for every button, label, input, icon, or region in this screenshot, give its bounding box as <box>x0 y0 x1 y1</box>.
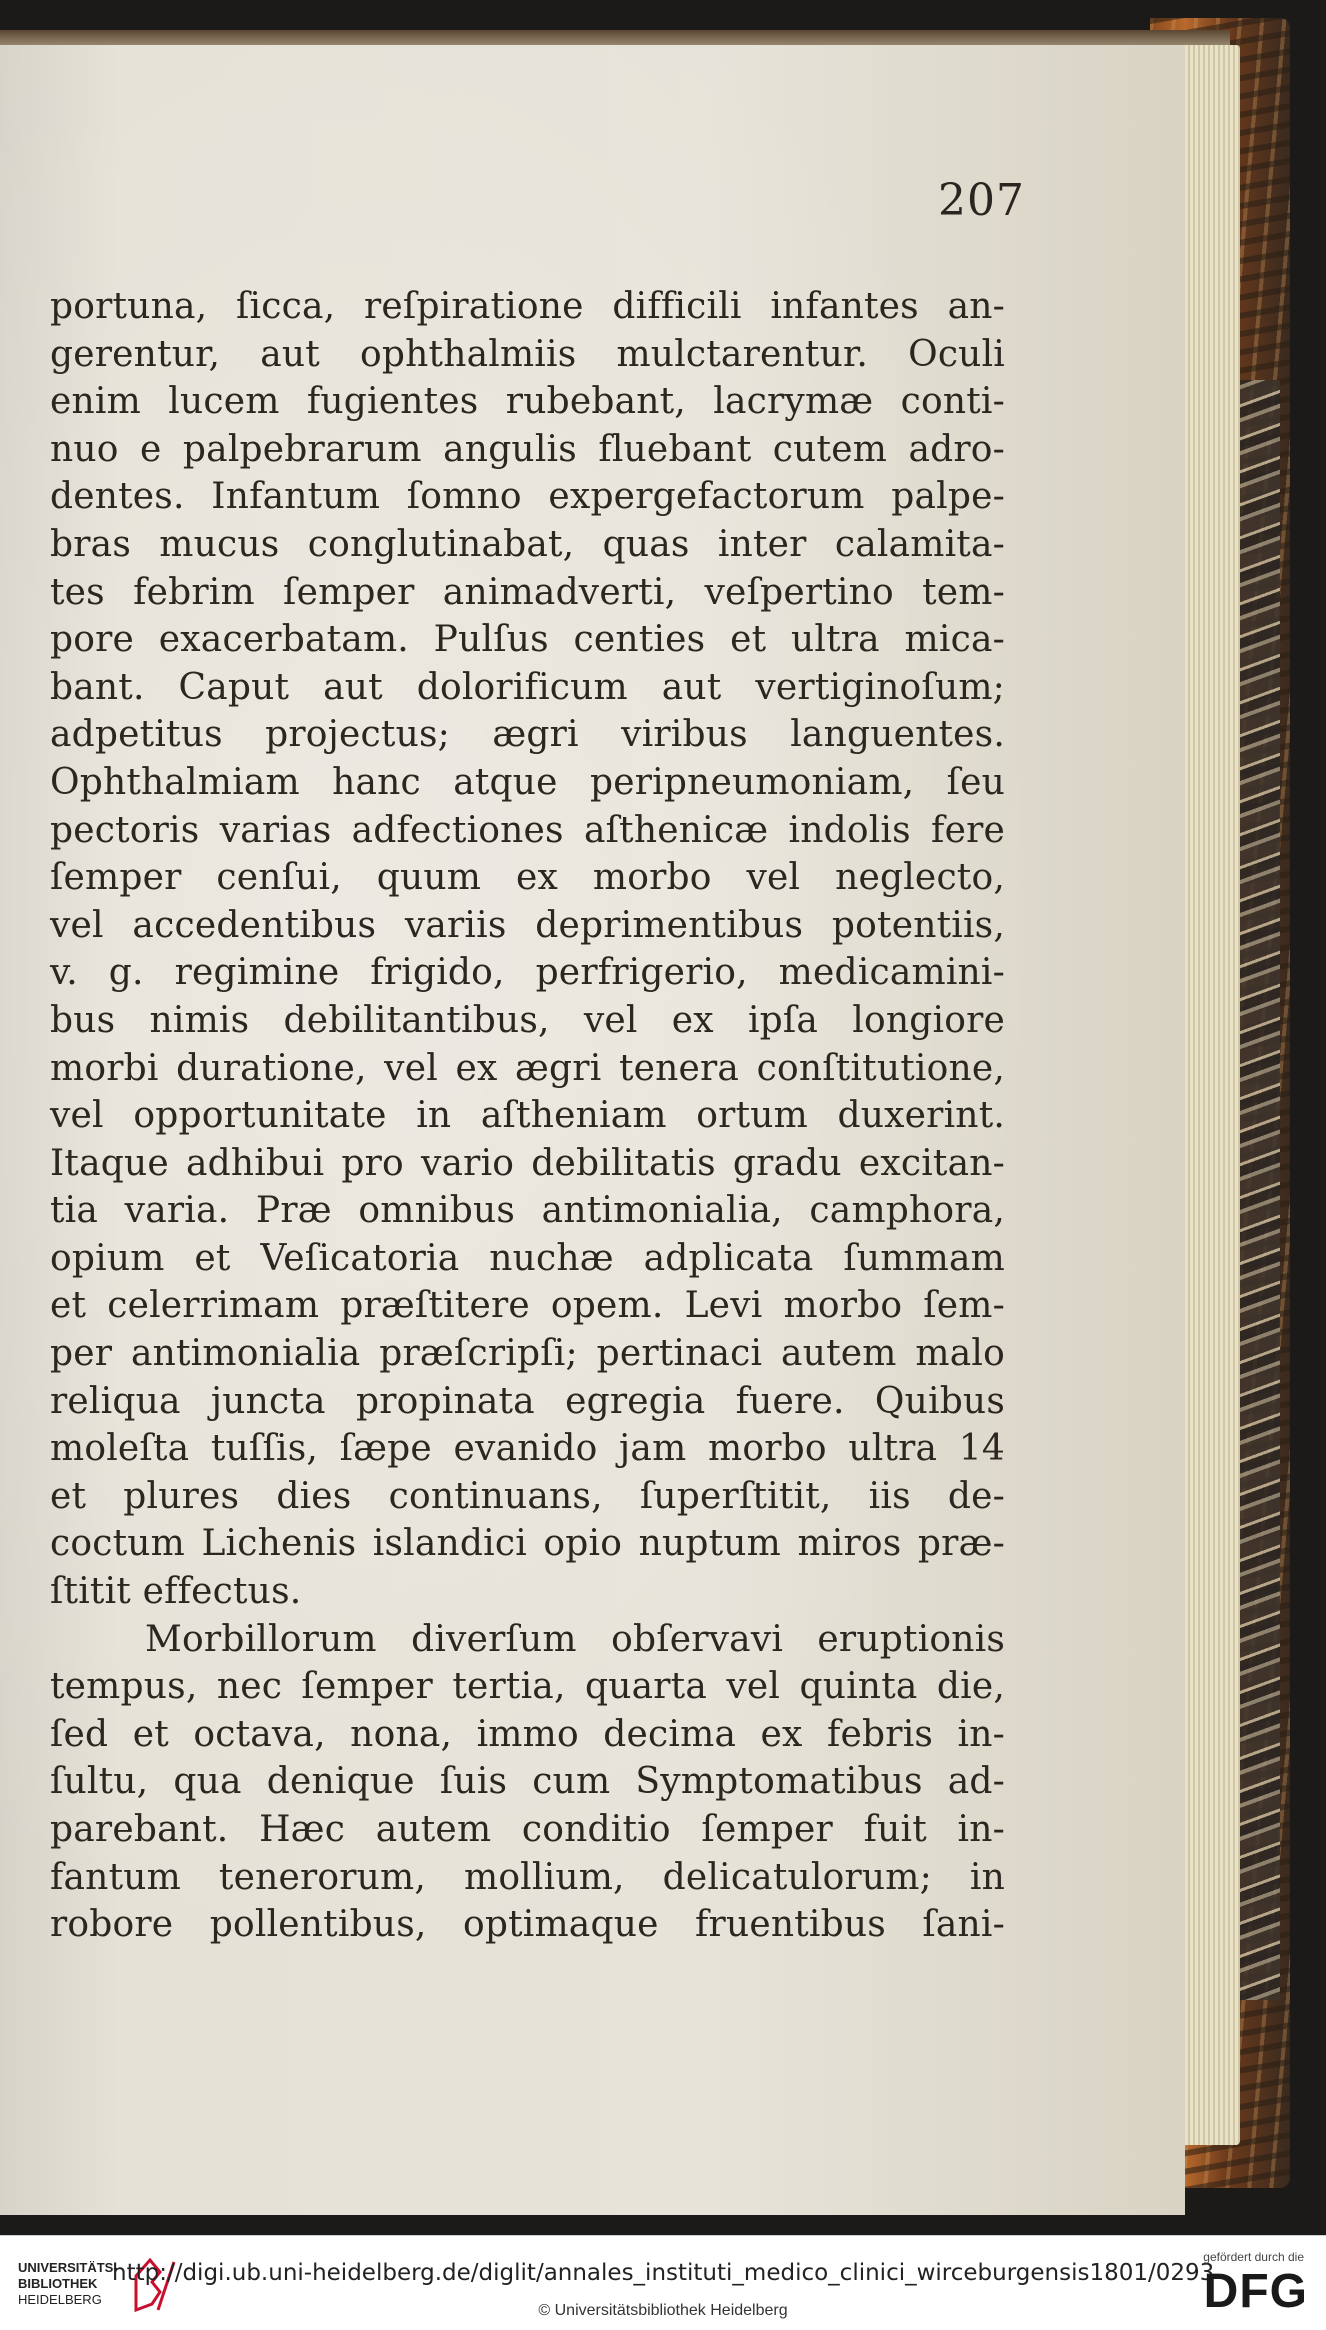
text-line: pectoris varias adfectiones aſthenicæ indolis fere <box>50 809 1005 851</box>
page-text <box>50 283 1005 1949</box>
text-line: dentes. Infantum ſomno expergefactorum palpe- <box>50 476 1005 518</box>
text-line: coctum Lichenis islandici opio nuptum miros præ- <box>50 1523 1005 1565</box>
text-line: Morbillorum diverſum obſervavi eruptionis <box>145 1618 1005 1660</box>
funding-note: gefördert durch die <box>1203 2250 1304 2264</box>
text-line: robore pollentibus, optimaque fruentibus ſani- <box>50 1904 1005 1946</box>
text-line: gerentur, aut ophthalmiis mulctarentur. Oculi <box>50 333 1005 375</box>
text-line: vel accedentibus variis deprimentibus potentiis, <box>50 904 1005 946</box>
viewer-footer <box>0 2235 1326 2330</box>
text-line: ſed et octava, nona, immo decima ex febris in- <box>50 1713 1005 1755</box>
text-line: opium et Veſicatoria nuchæ adplicata ſummam <box>50 1237 1005 1279</box>
book-page <box>0 45 1185 2215</box>
permalink-url[interactable]: http://digi.ub.uni-heidelberg.de/diglit/annales_instituti_medico_clinici_wirceburgensis1801/0293 <box>112 2260 1215 2286</box>
text-line: ſemper cenſui, quum ex morbo vel neglecto, <box>50 857 1005 899</box>
text-line: tes febrim ſemper animadverti, veſpertino tem- <box>50 571 1005 613</box>
text-line: parebant. Hæc autem conditio ſemper fuit in- <box>50 1809 1005 1850</box>
text-line: moleſta tuſſis, ſæpe evanido jam morbo ultra 14 <box>50 1428 1005 1470</box>
dfg-logo: DFG <box>1203 2265 1308 2318</box>
text-line: Ophthalmiam hanc atque peripneumoniam, ſeu <box>50 761 1005 803</box>
institution-name-line1: UNIVERSITÄTS- <box>18 2260 118 2275</box>
text-line: ſtitit effectus. <box>50 1571 302 1613</box>
text-line: tia varia. Præ omnibus antimonialia, camphora, <box>50 1190 1005 1232</box>
text-line: tempus, nec ſemper tertia, quarta vel quinta die, <box>50 1666 1005 1708</box>
text-line: Itaque adhibui pro vario debilitatis gradu excitan- <box>50 1142 1005 1184</box>
text-line: enim lucem fugientes rubebant, lacrymæ conti- <box>50 381 1005 423</box>
text-line: vel opportunitate in aſtheniam ortum duxerint. <box>50 1095 1005 1137</box>
text-line: nuo e palpebrarum angulis fluebant cutem adro- <box>50 428 1005 470</box>
text-line: bus nimis debilitantibus, vel ex ipſa longiore <box>50 999 1005 1041</box>
page-number: 207 <box>938 175 1025 226</box>
text-line: pore exacerbatam. Pulſus centies et ultra mica- <box>50 619 1005 661</box>
text-line: adpetitus projectus; ægri viribus languentes. <box>50 714 1005 756</box>
text-line: et celerrimam præſtitere opem. Levi morbo ſem- <box>50 1285 1005 1327</box>
text-line: bant. Caput aut dolorificum aut vertiginoſum; <box>50 666 1005 708</box>
text-line: bras mucus conglutinabat, quas inter calamita- <box>50 523 1005 565</box>
text-line: portuna, ſicca, reſpiratione difficili infantes an- <box>50 286 1005 327</box>
institution-logo <box>18 2260 118 2308</box>
text-line: reliqua juncta propinata egregia fuere. Quibus <box>50 1380 1005 1422</box>
text-line: et plures dies continuans, ſuperſtitit, iis de- <box>50 1475 1005 1517</box>
institution-name-line2: BIBLIOTHEK <box>18 2276 98 2291</box>
text-line: morbi duratione, vel ex ægri tenera conſtitutione, <box>50 1047 1005 1089</box>
text-line: fantum tenerorum, mollium, delicatulorum; in <box>50 1856 1005 1898</box>
text-line: v. g. regimine frigido, perfrigerio, medicamini- <box>50 952 1005 994</box>
text-line: per antimonialia præſcripſi; pertinaci autem malo <box>50 1333 1005 1375</box>
institution-name-line3: HEIDELBERG <box>18 2292 102 2307</box>
text-line: ſultu, qua denique ſuis cum Symptomatibus ad- <box>50 1761 1005 1803</box>
copyright-notice: © Universitätsbibliothek Heidelberg <box>538 2302 788 2319</box>
